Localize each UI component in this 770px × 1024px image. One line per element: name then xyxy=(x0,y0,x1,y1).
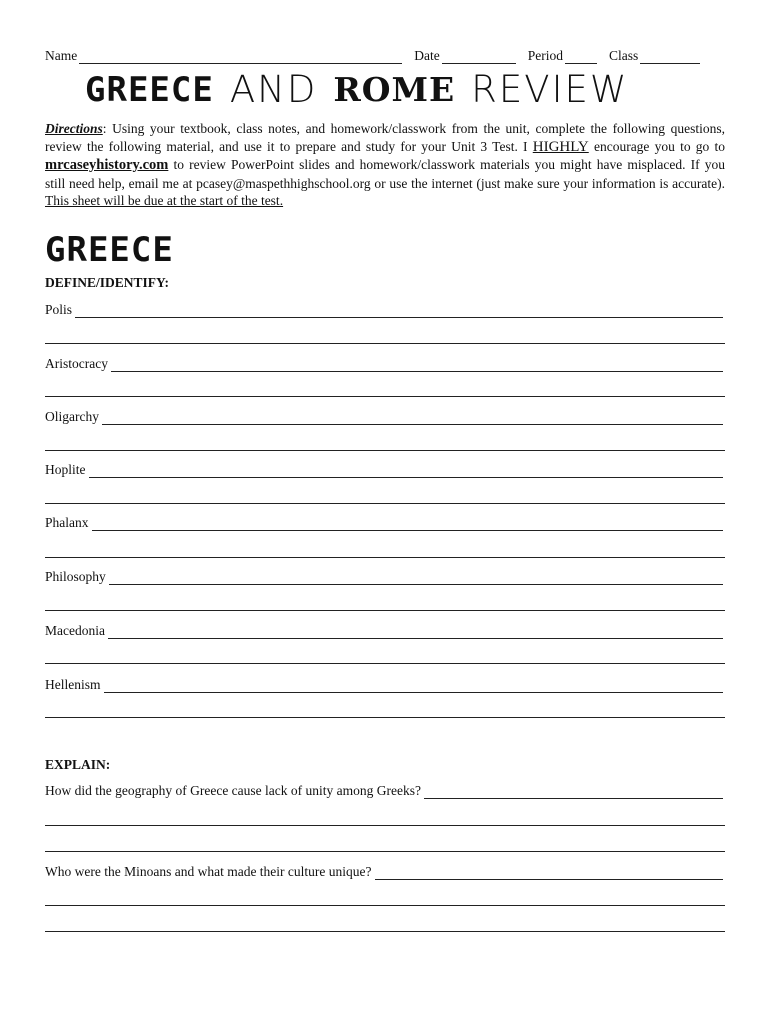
date-label: Date xyxy=(414,48,440,63)
title-rome: ROME xyxy=(333,70,456,109)
define-heading: DEFINE/IDENTIFY: xyxy=(45,275,170,290)
answer-line[interactable] xyxy=(45,717,725,718)
directions-text-3: to review PowerPoint slides and homework/classwork materials you might have misplaced. If you still need help, email me at pcasey@maspethhighschool.org or use the internet (just make sure your information is accurate). xyxy=(45,157,725,191)
directions-highly: HIGHLY xyxy=(532,138,589,155)
answer-line[interactable] xyxy=(45,931,725,932)
answer-blank[interactable] xyxy=(108,626,723,639)
answer-blank[interactable] xyxy=(111,359,723,372)
directions-paragraph xyxy=(45,120,725,210)
section-title-greece: GREECE xyxy=(45,230,174,270)
title-greece: GREECE xyxy=(85,70,214,110)
term-label: Hoplite xyxy=(45,462,86,477)
answer-blank[interactable] xyxy=(92,518,724,531)
term-label: Aristocracy xyxy=(45,356,108,371)
answer-line[interactable] xyxy=(45,396,725,397)
term-label: Hellenism xyxy=(45,677,101,692)
page-title xyxy=(85,70,705,110)
explain-heading: EXPLAIN: xyxy=(45,757,111,772)
name-blank[interactable] xyxy=(79,50,402,64)
answer-blank[interactable] xyxy=(109,572,723,585)
answer-blank[interactable] xyxy=(75,305,723,318)
answer-line[interactable] xyxy=(45,343,725,344)
term-label: Phalanx xyxy=(45,515,89,530)
term-row xyxy=(45,462,723,478)
directions-text-1: : Using your textbook, class notes, and homework/classwork from the unit, complete the following questions, review the following material, and use it to prepare and study for your Unit 3 Test. I xyxy=(45,121,725,154)
term-row xyxy=(45,515,723,531)
question-row xyxy=(45,864,723,880)
answer-line[interactable] xyxy=(45,610,725,611)
class-blank[interactable] xyxy=(640,50,700,64)
term-row xyxy=(45,302,723,318)
term-row xyxy=(45,356,723,372)
answer-line[interactable] xyxy=(45,851,725,852)
student-info-header xyxy=(45,48,725,64)
answer-blank[interactable] xyxy=(375,867,723,880)
answer-blank[interactable] xyxy=(89,465,724,478)
answer-line[interactable] xyxy=(45,825,725,826)
question-text: How did the geography of Greece cause lack of unity among Greeks? xyxy=(45,783,421,798)
class-label: Class xyxy=(608,48,639,63)
name-label: Name xyxy=(45,48,78,63)
due-notice: This sheet will be due at the start of the test. xyxy=(45,193,284,208)
answer-line[interactable] xyxy=(45,663,725,664)
directions-text-2: encourage you to go to xyxy=(588,138,726,154)
answer-blank[interactable] xyxy=(102,412,723,425)
term-row xyxy=(45,623,723,639)
website-link[interactable]: mrcaseyhistory.com xyxy=(45,157,169,173)
answer-blank[interactable] xyxy=(104,680,724,693)
period-label: Period xyxy=(527,48,563,63)
date-blank[interactable] xyxy=(442,50,516,64)
directions-label: Directions xyxy=(45,121,103,136)
answer-line[interactable] xyxy=(45,503,725,504)
term-label: Philosophy xyxy=(45,569,106,584)
question-text: Who were the Minoans and what made their culture unique? xyxy=(45,864,372,879)
term-label: Oligarchy xyxy=(45,409,99,424)
answer-line[interactable] xyxy=(45,450,725,451)
term-label: Polis xyxy=(45,302,73,317)
period-blank[interactable] xyxy=(565,50,597,64)
answer-blank[interactable] xyxy=(424,786,723,799)
answer-line[interactable] xyxy=(45,557,725,558)
title-and: AND xyxy=(229,68,318,111)
answer-line[interactable] xyxy=(45,905,725,906)
term-row xyxy=(45,677,723,693)
question-row xyxy=(45,783,723,799)
term-row xyxy=(45,409,723,425)
term-label: Macedonia xyxy=(45,623,105,638)
term-row xyxy=(45,569,723,585)
title-review: REVIEW xyxy=(471,68,629,111)
